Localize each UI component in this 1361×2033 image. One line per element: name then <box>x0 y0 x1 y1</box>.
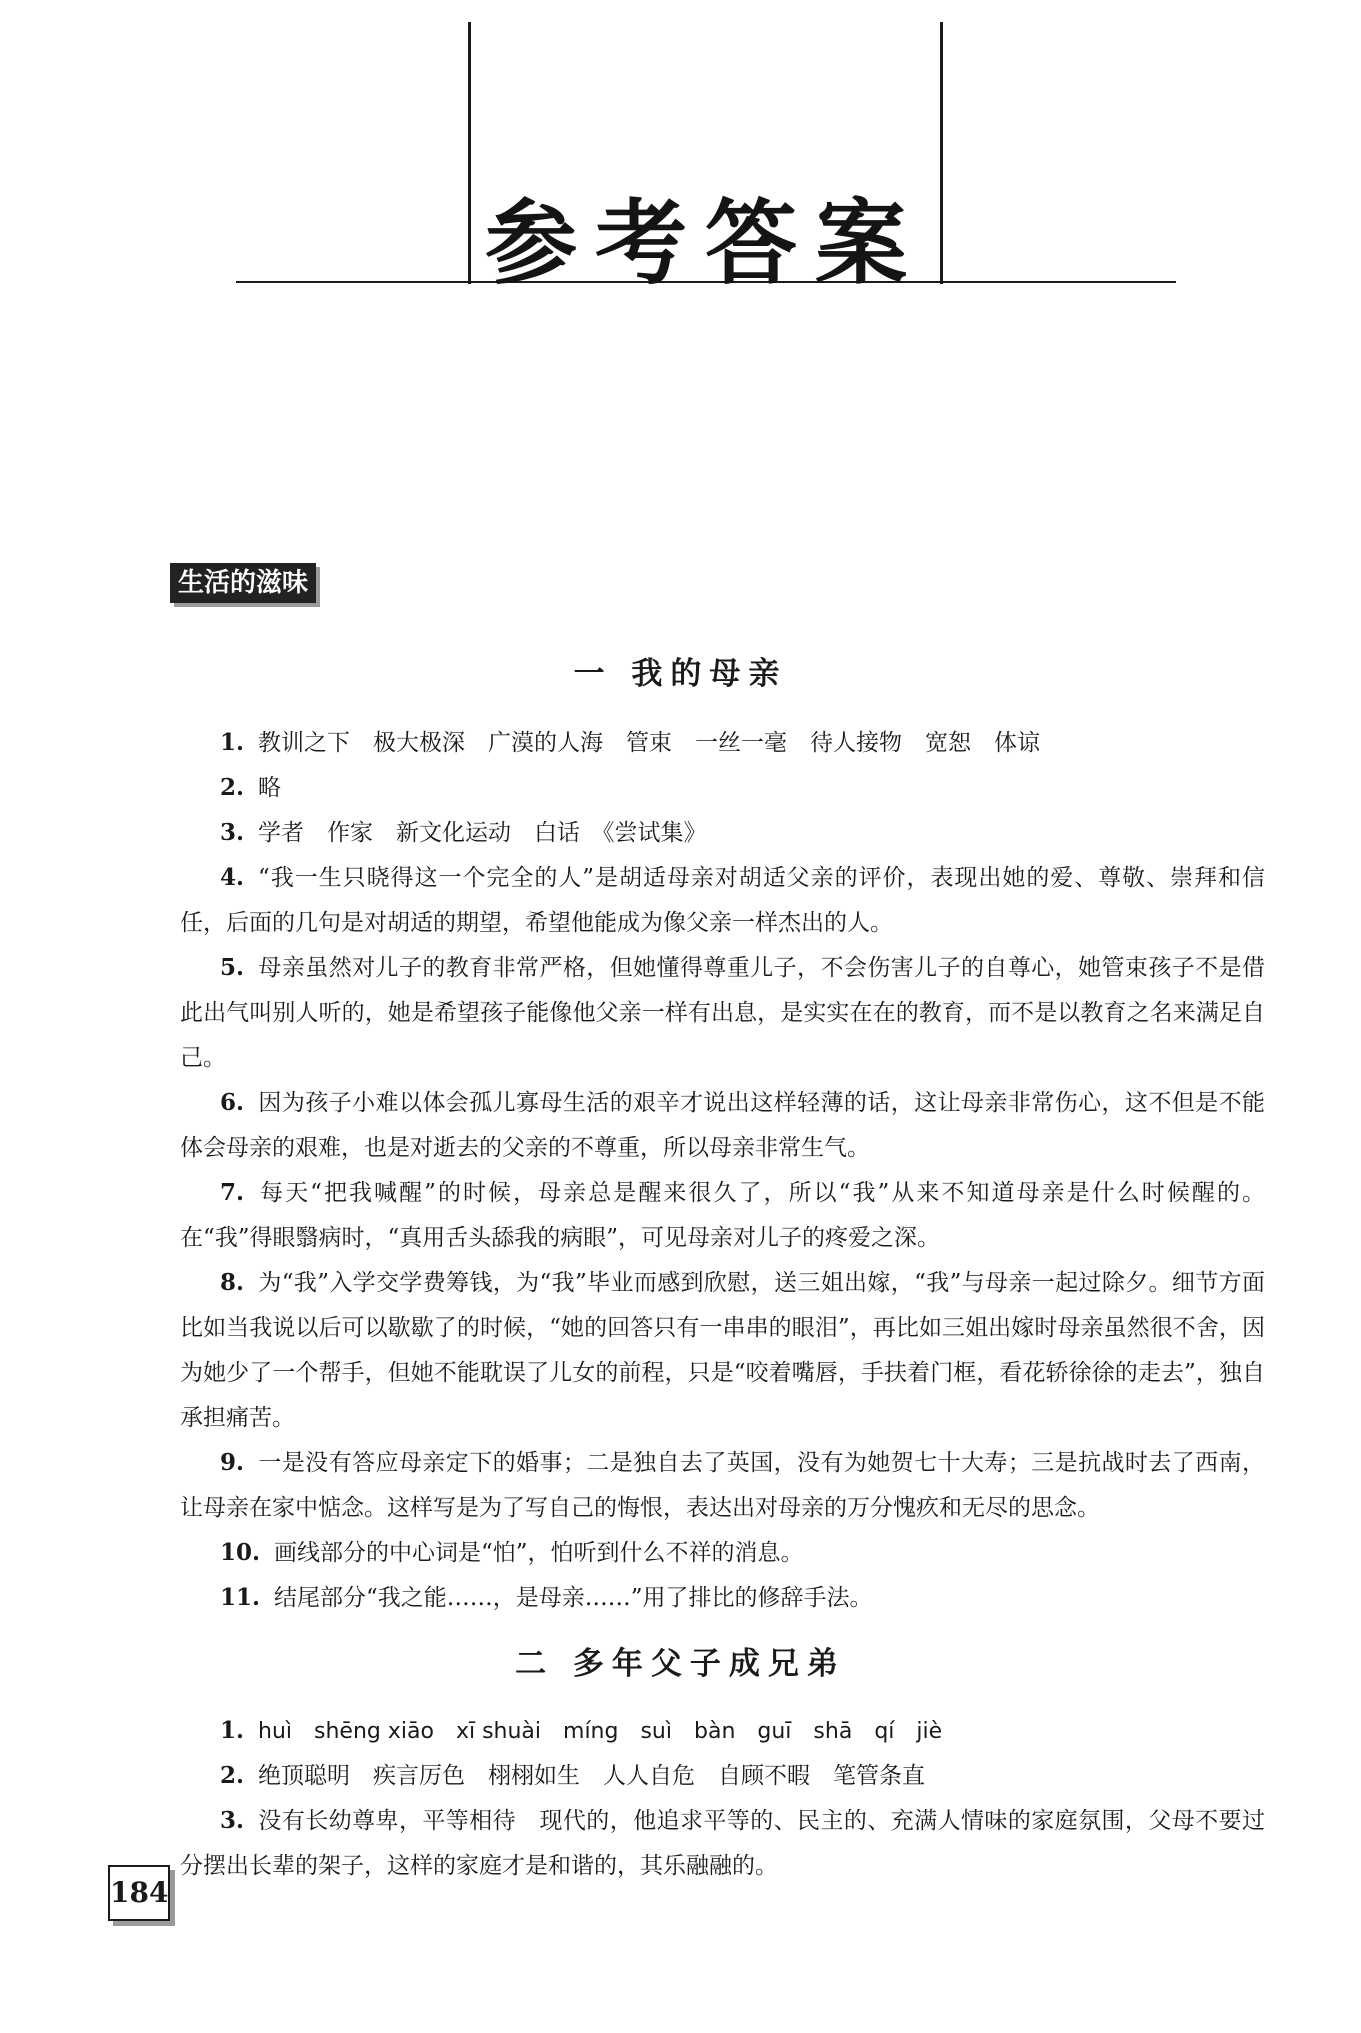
answer-number: 3. <box>220 819 245 846</box>
answer-text: 因为孩子小难以体会孤儿寡母生活的艰辛才说出这样轻薄的话，这让母亲非常伤心，这不但是不能体会母亲的艰难，也是对逝去的父亲的不尊重，所以母亲非常生气。 <box>180 1090 1265 1161</box>
answer-1-9 <box>180 1440 1265 1531</box>
chapter-2-title: 二 多年父子成兄弟 <box>515 1646 846 1682</box>
answer-number: 10. <box>220 1539 261 1566</box>
title-frame-right <box>940 22 943 284</box>
pinyin-item: bàn <box>694 1719 736 1744</box>
pinyin-item: xī shuài <box>455 1719 542 1744</box>
answer-text: 学者 作家 新文化运动 白话 《尝试集》 <box>258 820 707 846</box>
answer-text: 画线部分的中心词是“怕”，怕听到什么不祥的消息。 <box>274 1540 804 1566</box>
answer-text: 结尾部分“我之能……，是母亲……”用了排比的修辞手法。 <box>274 1585 873 1611</box>
answer-number: 9. <box>220 1449 245 1476</box>
answer-1-8 <box>180 1260 1265 1441</box>
answer-1-1 <box>180 720 1265 766</box>
answer-number: 3. <box>220 1807 245 1834</box>
answer-number: 2. <box>220 1762 245 1789</box>
pinyin-item: shā <box>813 1719 853 1744</box>
answer-text: 没有长幼尊卑，平等相待 现代的，他追求平等的、民主的、充满人情味的家庭氛围，父母不要过分摆出长辈的架子，这样的家庭才是和谐的，其乐融融的。 <box>180 1808 1265 1879</box>
answer-text: 略 <box>258 775 282 801</box>
answer-2-2 <box>180 1753 1265 1799</box>
answer-number: 4. <box>220 864 245 891</box>
answer-text: 为“我”入学交学费筹钱，为“我”毕业而感到欣慰，送三姐出嫁，“我”与母亲一起过除夕。细节方面比如当我说以后可以歇歇了的时候，“她的回答只有一串串的眼泪”，再比如三姐出嫁时母亲虽然很不舍，因为她少了一个帮手，但她不能耽误了儿女的前程，只是“咬着嘴唇，手扶着门框，看花轿徐徐的走去”，独自承担痛苦。 <box>180 1270 1265 1431</box>
answer-text: 一是没有答应母亲定下的婚事；二是独自去了英国，没有为她贺七十大寿；三是抗战时去了西南，让母亲在家中惦念。这样写是为了写自己的悔恨，表达出对母亲的万分愧疚和无尽的思念。 <box>180 1450 1265 1521</box>
answer-text: 绝顶聪明 疾言厉色 栩栩如生 人人自危 自顾不暇 笔管条直 <box>258 1763 926 1789</box>
answer-text: “我一生只晓得这一个完全的人”是胡适母亲对胡适父亲的评价，表现出她的爱、尊敬、崇拜和信任，后面的几句是对胡适的期望，希望他能成为像父亲一样杰出的人。 <box>180 865 1265 936</box>
answer-number: 8. <box>220 1269 245 1296</box>
chapter-1-title: 一 我的母亲 <box>573 656 788 692</box>
answer-number: 5. <box>220 954 245 981</box>
pinyin-item: shēng xiāo <box>314 1719 434 1744</box>
answer-text: 教训之下 极大极深 广漠的人海 管束 一丝一毫 待人接物 宽恕 体谅 <box>258 730 1041 756</box>
answer-1-11 <box>180 1575 1265 1621</box>
pinyin-item: suì <box>640 1719 672 1744</box>
answer-text: 每天“把我喊醒”的时候，母亲总是醒来很久了，所以“我”从来不知道母亲是什么时候醒的。在“我”得眼翳病时，“真用舌头舔我的病眼”，可见母亲对儿子的疼爱之深。 <box>180 1180 1265 1251</box>
answer-text: 母亲虽然对儿子的教育非常严格，但她懂得尊重儿子，不会伤害儿子的自尊心，她管束孩子不是借此出气叫别人听的，她是希望孩子能像他父亲一样有出息，是实实在在的教育，而不是以教育之名来满足自己。 <box>180 955 1265 1071</box>
answer-number: 6. <box>220 1089 245 1116</box>
answer-2-1 <box>180 1708 1265 1754</box>
answer-1-3 <box>180 810 1265 856</box>
pinyin-item: guī <box>757 1719 792 1744</box>
pinyin-item: jiè <box>916 1719 943 1744</box>
section-label: 生活的滋味 <box>170 563 316 603</box>
page-title: 参考答案 <box>484 190 925 297</box>
answer-1-5 <box>180 945 1265 1081</box>
answer-number: 2. <box>220 774 245 801</box>
answer-number: 7. <box>220 1179 245 1206</box>
page-number: 184 <box>108 1865 170 1921</box>
answer-1-10 <box>180 1530 1265 1576</box>
answer-2-3 <box>180 1798 1265 1889</box>
answer-number: 1. <box>220 729 245 756</box>
pinyin-list <box>258 1719 964 1744</box>
pinyin-item: huì <box>258 1719 293 1744</box>
pinyin-item: míng <box>563 1719 619 1744</box>
answer-1-4 <box>180 855 1265 946</box>
answer-1-7 <box>180 1170 1265 1261</box>
answer-number: 1. <box>220 1717 245 1744</box>
pinyin-item: qí <box>874 1719 895 1744</box>
answer-1-6 <box>180 1080 1265 1171</box>
answer-number: 11. <box>220 1584 261 1611</box>
answer-1-2 <box>180 765 1265 811</box>
